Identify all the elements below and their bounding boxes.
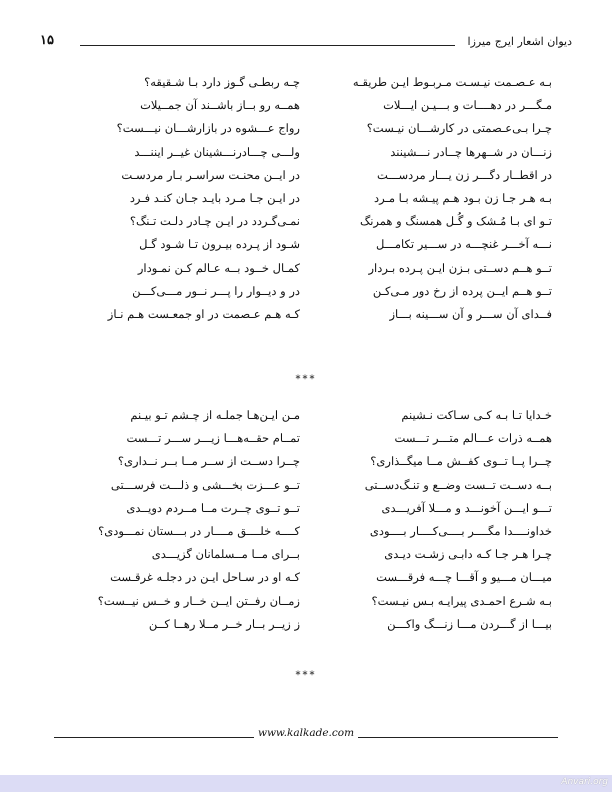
verse-line: میـــان مـــیو و آقـــا چـــه فرقـــست [376,570,552,585]
verse-line: خـدایا تـا بـه کـی سـاکت نـشینم [401,408,552,422]
stanza-separator: *** [295,374,317,385]
verse-line: تــو تــوی چــرت مــا مــردم دویــدی [126,500,300,515]
verse-line: تــو هــم دســتی بـزن ایـن پـرده بـردار [368,260,552,275]
verse-line: کـه هـم عـصمت در او جمعـست هـم نـاز [107,306,300,321]
verse-line: کمـال خــود بــه عـالم کـن نمـودار [137,260,300,275]
verse-line: بـه عـصـمت نیـسـت مـربـوط ایـن طریقـه [352,75,552,89]
verse-line: چــرا دســت از ســر مــا بــر نــداری؟ [117,454,300,469]
verse-line: بـه هـر جـا زن بـود هـم پیـشه بـا مـرد [374,190,552,205]
verse-line: بــرای مــا مــسلمانان گزیـــدی [151,547,300,562]
verse-line: شـود از پـرده بیـرون تـا شـود گـل [139,237,300,252]
verse-line: کــــه خلــــق مــــار در بـــستان نمـــودی؟ [98,523,300,538]
page-header [40,33,572,55]
verse-line: بیـــا از گـــردن مـــا زنـــگ واکـــن [387,616,552,631]
verse-line: رواج عـــشوه در بازارشـــان نیـــست؟ [116,121,300,136]
verse-line: زنـــان در شــهرها چــادر نـــشینند [390,144,552,159]
watermark-logo: Anvari.org [561,777,608,787]
verse-line: در اقطــار دگـــر زن یـــار مردســـت [377,167,552,182]
verse-line: تــو هــم ایــن پرده از رخ دور مـی‌کـن [372,283,552,298]
verse-line: تمــام حقــه‌هـــا زیـــر ســـر تـــست [126,431,300,446]
verse-line: خداونــــدا مگــــر بــــی‌کــــار بــــودی [369,523,552,538]
verse-line: چـه ربطـی گـوز دارد بـا شـقیقه؟ [144,75,300,89]
poem-stanza-2 [60,404,552,639]
poem-stanza-1 [60,71,552,327]
verse-column-left [70,71,300,326]
verse-line: مـن ایـن‌هـا جملـه از چـشم تـو بیـنم [130,408,300,422]
verse-column-left [70,404,300,636]
verse-line: نمـی‌گـردد در ایـن چـادر دلـت تـنگ؟ [129,214,300,229]
verse-line: چـرا هـر جـا کـه دابـی زشـت دیـدی [384,547,552,562]
page-number: ۱۵ [40,33,54,48]
header-rule [80,45,455,46]
verse-line: همــه رو بــاز باشــند آن جمــیلات [140,98,300,113]
verse-line: کـه او در سـاحل ایـن در دجلـه غرقـست [110,570,300,585]
verse-line: زمــان رفــتن ایــن خــار و خــس نیــست؟ [97,593,300,608]
verse-line: در ایــن محنـت سراسـر بـار مردسـت [121,167,300,182]
verse-line: بـه شـرع احمـدی پیرایـه بـس نیـست؟ [371,593,552,608]
verse-line: چــرا پــا تــوی کفــش مــا میگــذاری؟ [370,454,552,469]
verse-line: تــو عـــزت بخـــشی و ذلـــت فرســـتی [110,477,300,492]
verse-line: در ایـن جـا مـرد بایـد جـان کنـد فـرد [129,190,300,205]
footer-url: www.kalkade.com [257,727,355,739]
verse-line: نـــه آخـــر غنچـــه در ســـیر تکامـــل [376,237,552,252]
footer-rule-right [358,737,558,738]
verse-line: ز زیــر بــار خــر مــلا رهــا کــن [148,616,300,631]
verse-line: فــدای آن ســـر و آن ســـینه بـــاز [389,306,552,321]
verse-line: تـو ای بـا مُـشک و گُـل همسنگ و همرنگ [359,214,552,229]
verse-line: ولـــی چـــادرنـــشینان غیــر ایننـــد [134,144,300,159]
verse-line: در و دیــوار را پـــر نــور مـــی‌کـــن [132,283,300,298]
watermark-bar [0,775,612,792]
verse-line: تـــو ایـــن آخونـــد و مـــلا آفریـــدی [381,500,552,515]
verse-column-right [322,71,552,326]
verse-line: همــه ذرات عـــالم متـــر تـــست [394,431,552,446]
stanza-separator: *** [295,670,317,681]
verse-column-right [322,404,552,636]
verse-line: بــه دســت تــست وضــع و تنـگ‌دســتی [364,477,552,492]
book-title: دیوان اشعار ایرج میرزا [467,35,572,48]
verse-line: مـگـــر در دهــــات و بـــیـن ایـــلات [383,98,552,113]
verse-line: چـرا بـی‌عـصمتی در کارشـــان نیـست؟ [366,121,552,136]
